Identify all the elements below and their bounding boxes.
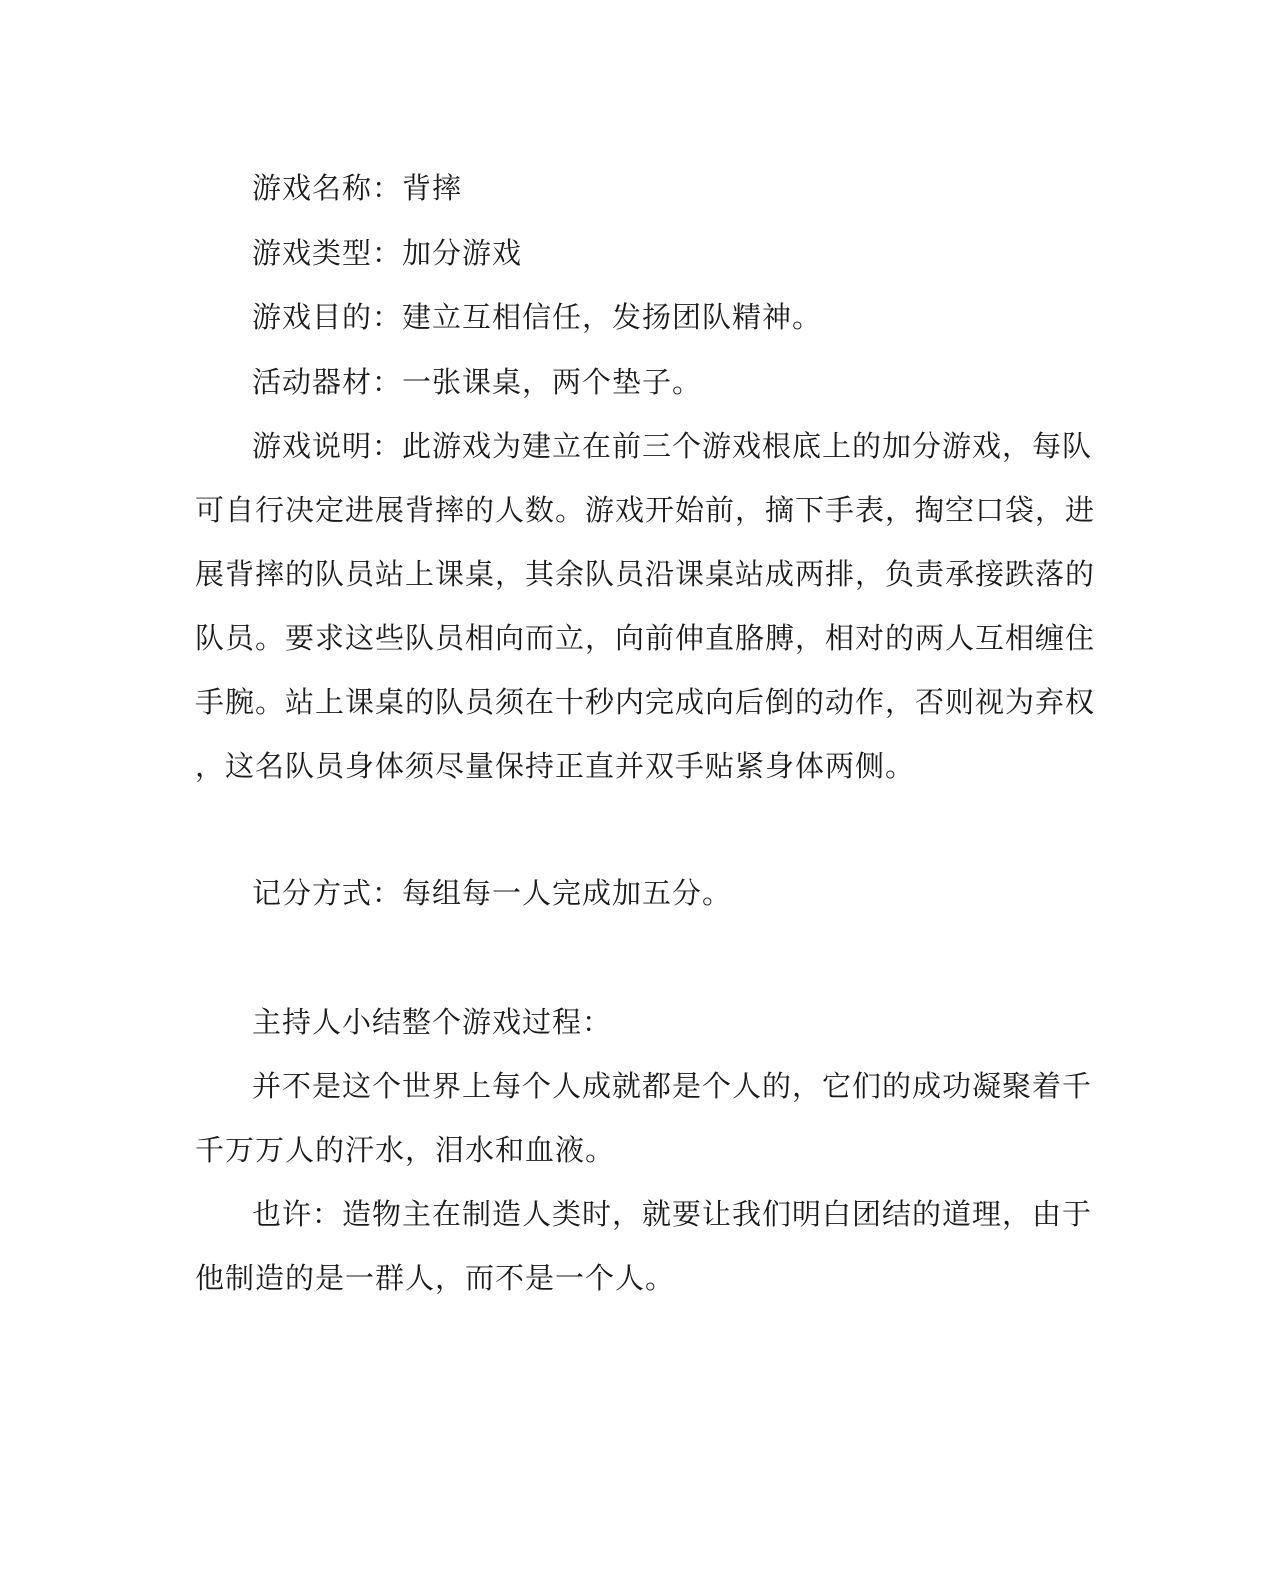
game-type-line: 游戏类型：加分游戏 [252,236,523,270]
summary-line-3: 也许：造物主在制造人类时，就要让我们明白团结的道理，由于 [252,1197,1093,1231]
equipment-line: 活动器材：一张课桌，两个垫子。 [252,365,703,399]
instructions-line-5: 手腕。站上课桌的队员须在十秒内完成向后倒的动作，否则视为弃权 [195,685,1096,719]
game-name-line: 游戏名称：背摔 [252,171,463,205]
instructions-line-1: 游戏说明：此游戏为建立在前三个游戏根底上的加分游戏，每队 [252,429,1093,463]
instructions-line-2: 可自行决定进展背摔的人数。游戏开始前，摘下手表，掏空口袋，进 [195,493,1096,527]
summary-line-2: 千万万人的汗水，泪水和血液。 [195,1133,616,1167]
summary-heading: 主持人小结整个游戏过程： [252,1005,613,1039]
summary-line-1: 并不是这个世界上每个人成就都是个人的，它们的成功凝聚着千 [252,1069,1093,1103]
scoring-line: 记分方式：每组每一人完成加五分。 [252,876,733,910]
game-purpose-line: 游戏目的：建立互相信任，发扬团队精神。 [252,300,823,334]
summary-line-4: 他制造的是一群人，而不是一个人。 [195,1261,676,1295]
instructions-line-6: ，这名队员身体须尽量保持正直并双手贴紧身体两侧。 [195,749,916,783]
instructions-line-4: 队员。要求这些队员相向而立，向前伸直胳膊，相对的两人互相缠住 [195,621,1096,655]
instructions-line-3: 展背摔的队员站上课桌，其余队员沿课桌站成两排，负责承接跌落的 [195,557,1096,591]
